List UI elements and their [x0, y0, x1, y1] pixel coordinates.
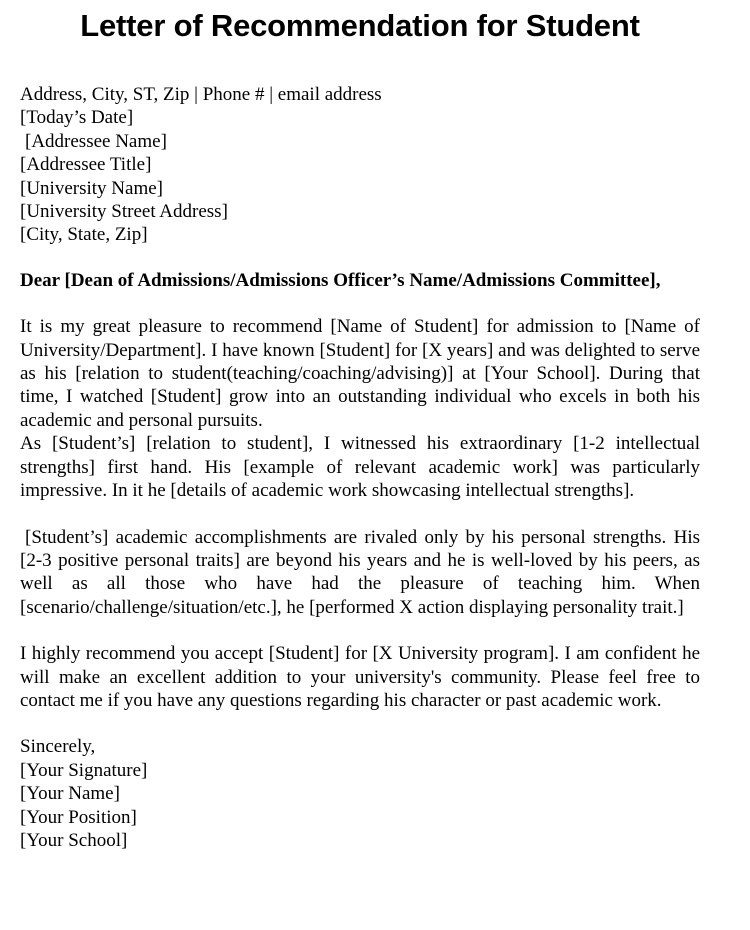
body-paragraph: I highly recommend you accept [Student] for [X University program]. I am confident he will make an excellent addition to your university's community. Please feel free to contact me if you have any questions regarding his character or past academic work.: [20, 643, 700, 711]
university-street-line: [University Street Address]: [20, 201, 228, 223]
closing-position: [Your Position]: [20, 806, 137, 828]
city-state-zip-line: [City, State, Zip]: [20, 224, 148, 246]
letter-body: [20, 83, 700, 852]
body-paragraph: It is my great pleasure to recommend [Name of Student] for admission to [Name of University/Department]. I have known [Student] for [X years] and was delighted to serve as his [relation to student(teaching/coaching/advising)] at [Your School]. During that time, I watched [Student] grow into an outstanding individual who excels in both his academic and personal pursuits.: [20, 316, 700, 431]
sender-contact-line: Address, City, ST, Zip | Phone # | email address: [20, 84, 382, 105]
document-title: Letter of Recommendation for Student: [80, 8, 640, 43]
university-name-line: [University Name]: [20, 177, 163, 199]
body-paragraph-text: [Student’s] academic accomplishments are rivaled only by his personal strengths. His [2-3 positive personal traits] are beyond his years and he is well-loved by his peers, as well as all those who have had the pleasure of teaching him. When [scenario/challenge/situation/etc.], he [performed X action displaying personality trait.]: [20, 526, 700, 618]
sender-and-recipient-block: [20, 83, 700, 247]
closing-signature: [Your Signature]: [20, 759, 148, 781]
closing-sincerely: Sincerely,: [20, 736, 96, 758]
addressee-title-line: [Addressee Title]: [20, 154, 152, 176]
closing-block: [20, 735, 700, 852]
salutation: Dear [Dean of Admissions/Admissions Officer’s Name/Admissions Committee],: [20, 269, 661, 291]
closing-school: [Your School]: [20, 829, 128, 851]
date-line: [Today’s Date]: [20, 107, 134, 129]
closing-name: [Your Name]: [20, 783, 120, 805]
addressee-name-line: [Addressee Name]: [25, 130, 167, 152]
body-paragraph: As [Student’s] [relation to student], I witnessed his extraordinary [1-2 intellectual strengths] first hand. His [example of relevant academic work] was particularly impressive. In it he [details of academic work showcasing intellectual strengths].: [20, 433, 700, 502]
body-paragraph: [20, 526, 700, 620]
